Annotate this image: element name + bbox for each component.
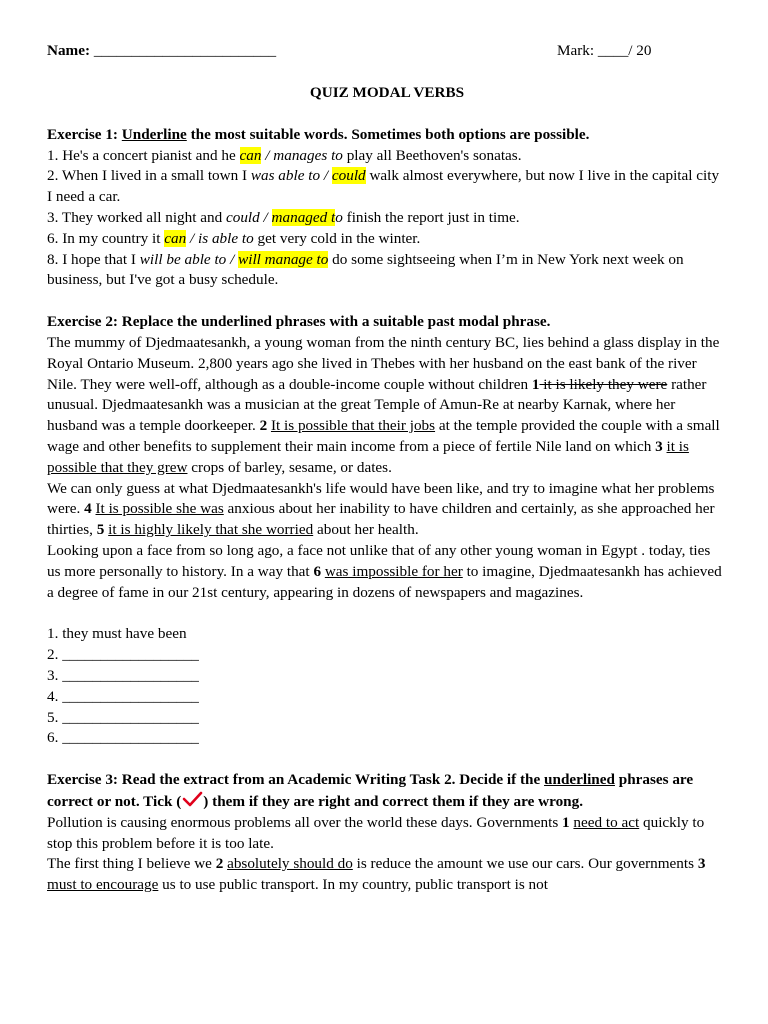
answer-line-4[interactable]: 4. __________________ (47, 687, 199, 705)
exercise-1-item-1: 1. He's a concert pianist and he can / manages to play all Beethoven's sonatas. (47, 146, 522, 164)
answer-line-5[interactable]: 5. __________________ (47, 708, 199, 726)
name-label: Name: (47, 42, 91, 59)
name-blank: ________________________ (93, 42, 277, 59)
mark-field: Mark: ____/ 20 (557, 42, 652, 59)
option-will-manage-to[interactable]: will manage to (238, 250, 329, 268)
option-is-able-to[interactable]: is able to (198, 229, 254, 247)
underlined-phrase-4: It is possible she was (95, 500, 224, 518)
option-was-able-to[interactable]: was able to / (250, 167, 329, 185)
exercise-2-answers (47, 624, 727, 749)
option-manages-to[interactable]: manages to (273, 146, 343, 164)
answer-line-2[interactable]: 2. __________________ (47, 646, 199, 664)
worksheet-content (47, 41, 727, 896)
option-managed-to[interactable]: managed t (271, 208, 336, 226)
underlined-phrase-3: must to encourage (47, 876, 159, 894)
underlined-word: underlined (544, 771, 615, 789)
exercise-3-paragraph-2: The first thing I believe we 2 absolutely should do is reduce the amount we use our cars. Our governments 3 must to encourage us to use public transport. In my country, public transport is not (47, 855, 706, 894)
quiz-title: QUIZ MODAL VERBS (309, 84, 465, 101)
header-row (47, 41, 727, 65)
struck-phrase-1: it is likely they were (539, 375, 668, 393)
exercise-1-item-8: 8. I hope that I will be able to / will manage to do some sightseeing when I’m in New York next week on business, but I've got a busy schedule. (47, 250, 684, 289)
answer-line-3[interactable]: 3. __________________ (47, 666, 199, 684)
exercise-3-heading: Exercise 3: Read the extract from an Academic Writing Task 2. Decide if the underlined phrases are correct or not. Tick ( ) them if they are right and correct them if they are wrong. (47, 771, 694, 810)
exercise-2-heading: Exercise 2: Replace the underlined phrases with a suitable past modal phrase. (47, 313, 551, 331)
exercise-1-item-6: 6. In my country it can / is able to get very cold in the winter. (47, 229, 421, 247)
option-can[interactable]: can (239, 146, 262, 164)
underlined-phrase-6: was impossible for her (324, 562, 463, 580)
exercise-1-item-3: 3. They worked all night and could / managed to finish the report just in time. (47, 208, 520, 226)
underlined-phrase-5: it is highly likely that she worried (108, 521, 314, 539)
answer-line-6[interactable]: 6. __________________ (47, 729, 199, 747)
checkmark-icon (181, 791, 203, 809)
exercise-2-paragraph-1: The mummy of Djedmaatesankh, a young woman from the ninth century BC, lies behind a glass display in the Royal Ontario Museum. 2,800 years ago she lived in Thebes with her husband on the east bank of the river Nile. They were well-off, although as a double-income couple without children 1 it is likely they were rather unusual. Djedmaatesankh was a musician at the great Temple of Amun-Re at nearby Karnak, where her husband was a temple doorkeeper. 2 It is possible that their jobs at the temple provided the couple with a small wage and other benefits to supplement their main income from a piece of fertile Nile land on which 3 it is possible that they grew crops of barley, sesame, or dates. (47, 333, 720, 476)
option-will-be-able-to[interactable]: will be able to / (139, 250, 235, 268)
exercise-1-heading: Exercise 1: Underline the most suitable words. Sometimes both options are possible. (47, 125, 590, 143)
exercise-1-item-2: 2. When I lived in a small town I was able to / could walk almost everywhere, but now I live in the capital city I need a car. (47, 167, 720, 206)
underlined-phrase-2: It is possible that their jobs (270, 417, 436, 435)
exercise-2-paragraph-3: Looking upon a face from so long ago, a face not unlike that of any other young woman in Egypt . today, ties us more personally to history. In a way that 6 was impossible for her to imagine, Djedmaatesankh has achieved a degree of fame in our 21st century, appearing in dozens of newspapers and magazines. (47, 541, 722, 601)
name-field[interactable] (47, 41, 276, 62)
exercise-3-paragraph-1: Pollution is causing enormous problems all over the world these days. Governments 1 need to act quickly to stop this problem before it is too late. (47, 813, 705, 852)
underlined-phrase-2: absolutely should do (227, 855, 353, 873)
answer-line-1[interactable]: 1. they must have been (47, 625, 187, 643)
option-could[interactable]: could (331, 167, 366, 185)
underlined-phrase-1: need to act (573, 813, 640, 831)
option-could[interactable]: could / (225, 208, 268, 226)
option-can[interactable]: can (164, 229, 187, 247)
underlined-phrase-3: it is possible that they grew (47, 437, 689, 476)
exercise-2-paragraph-2: We can only guess at what Djedmaatesankh's life would have been like, and try to imagine what her problems were. 4 It is possible she was anxious about her inability to have children and certainly, as she approached her thirties, 5 it is highly likely that she worried about her health. (47, 479, 715, 539)
underline-word: Underline (121, 125, 187, 143)
